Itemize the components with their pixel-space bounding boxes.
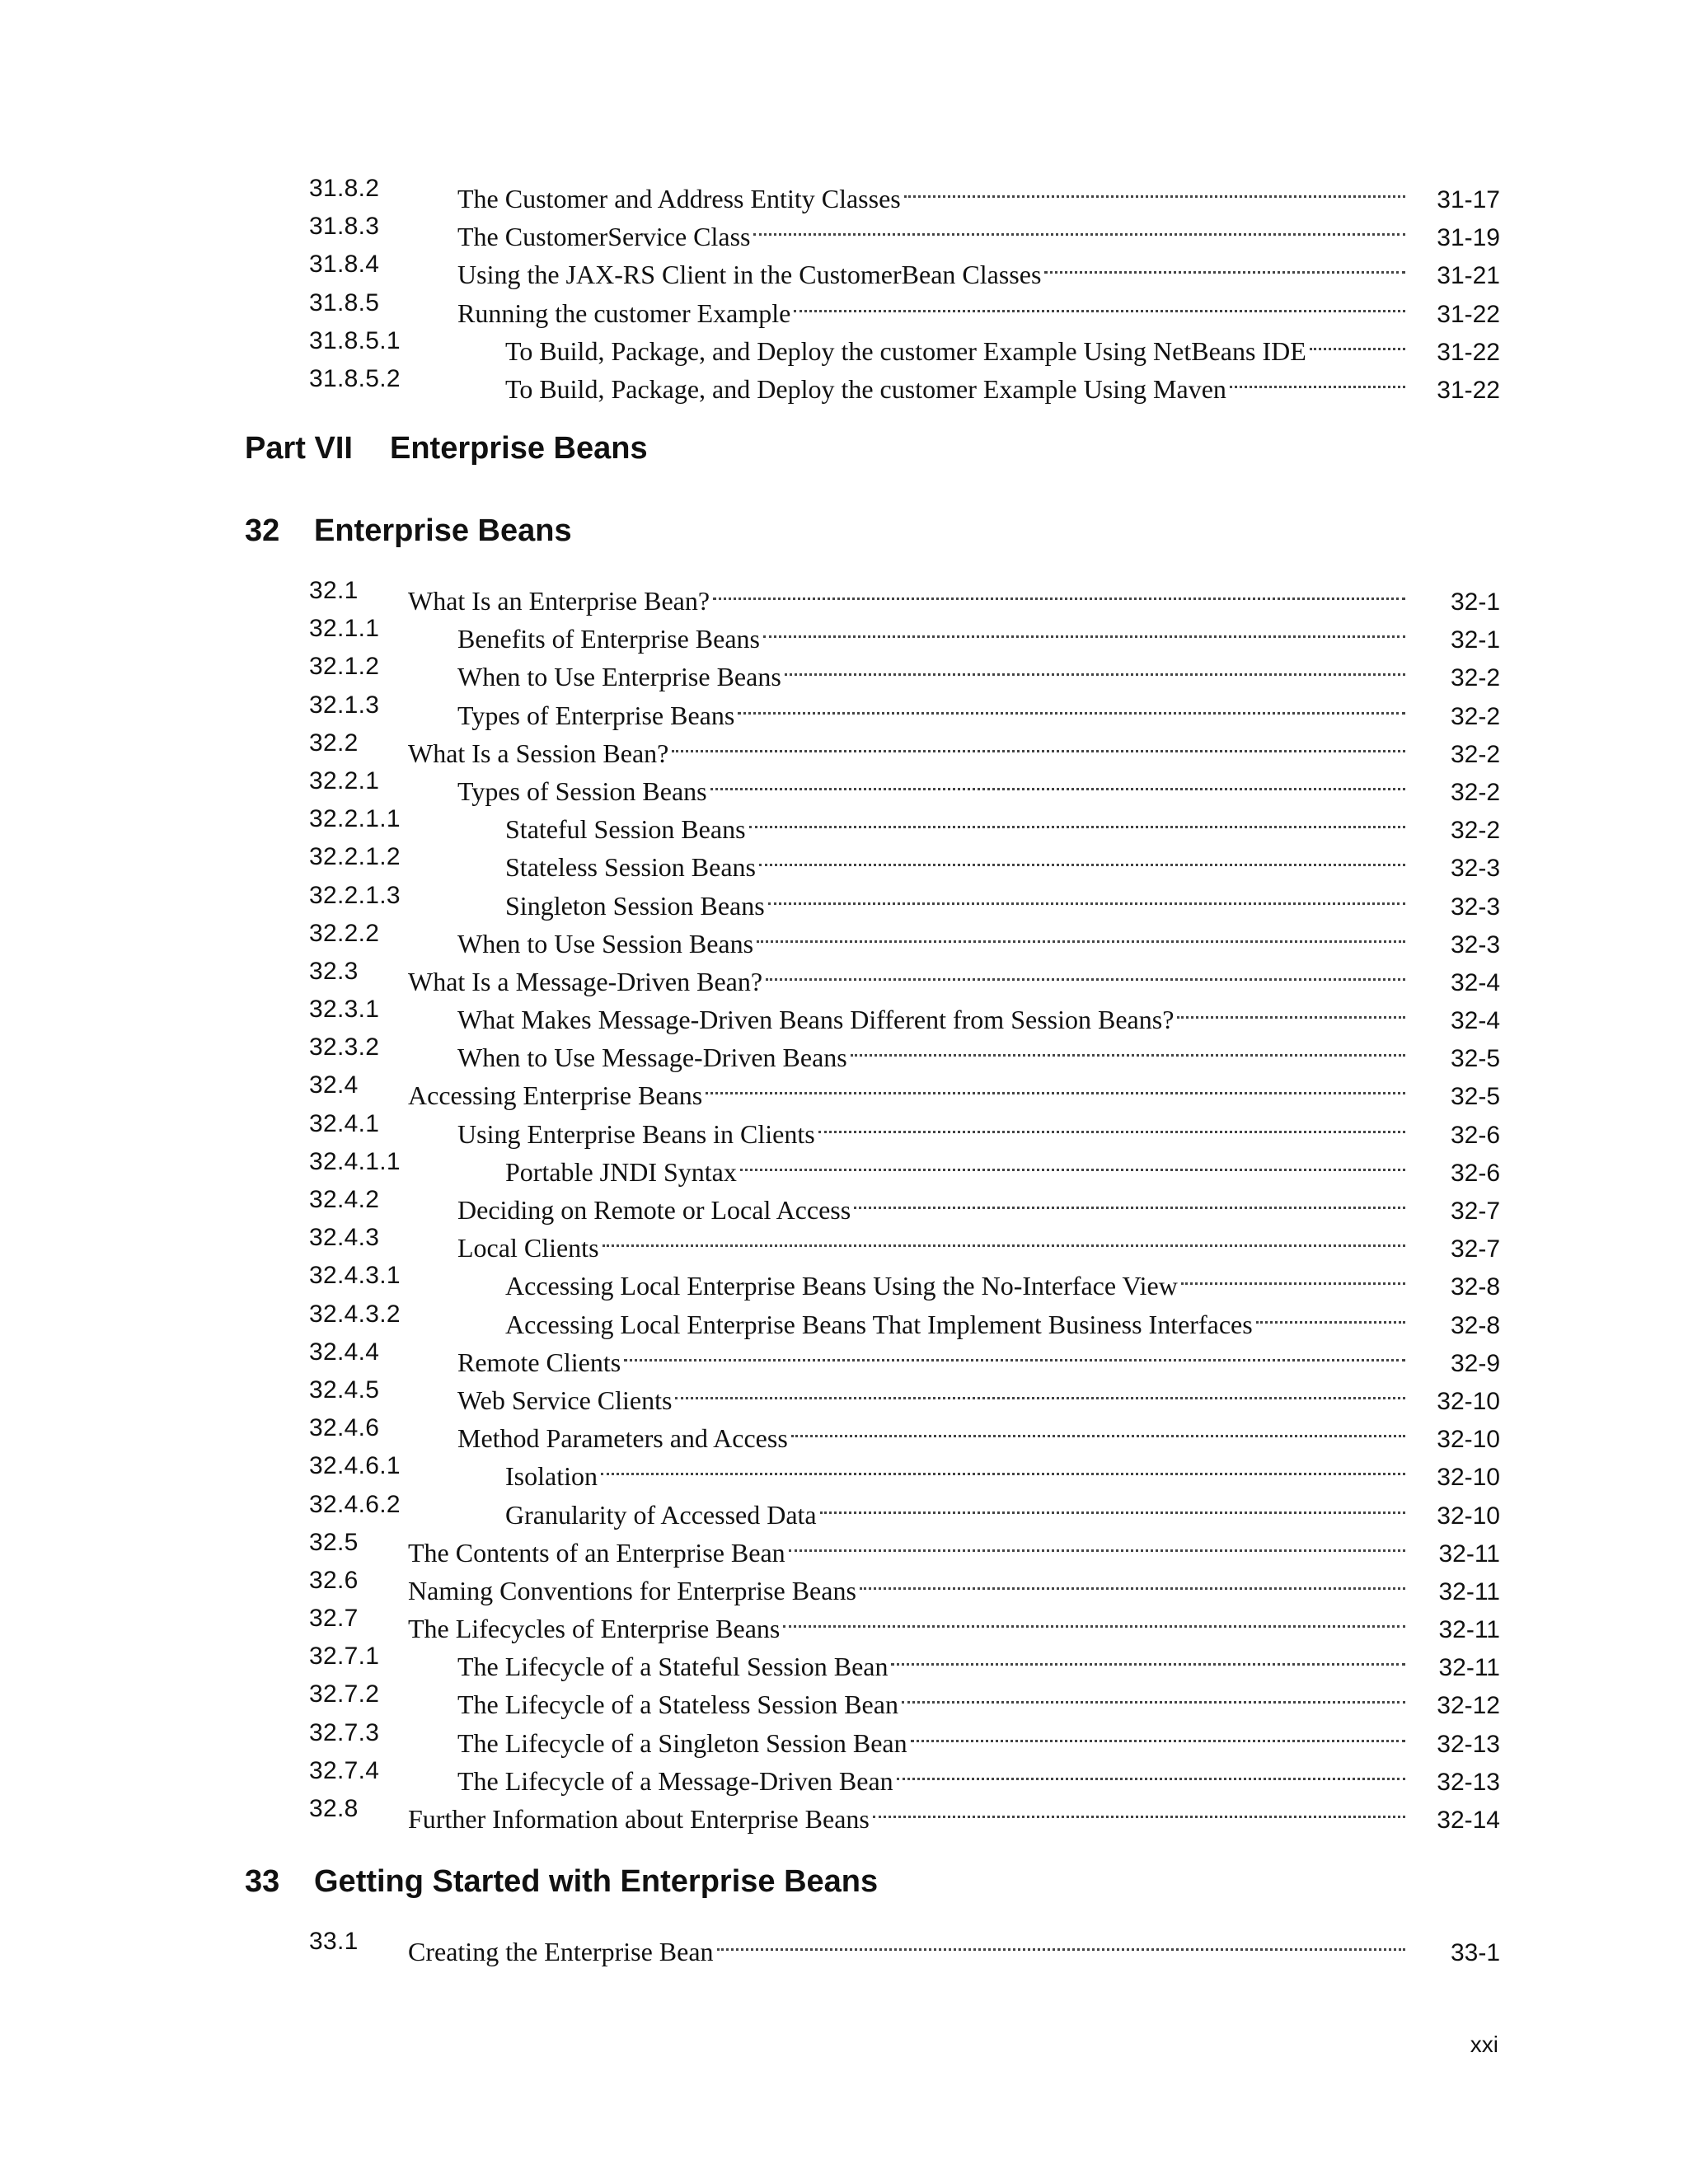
- toc-entry-number: 32.7.4: [309, 1756, 380, 1784]
- toc-entry-number: 32.4.1.1: [309, 1147, 401, 1175]
- toc-entry-page[interactable]: 32-1: [1450, 626, 1500, 654]
- toc-entry-number: 31.8.3: [309, 213, 380, 241]
- toc-entry[interactable]: [309, 284, 1500, 328]
- toc-entry[interactable]: [309, 1371, 1500, 1415]
- toc-entry-number: 31.8.4: [309, 251, 380, 279]
- toc-entry-page[interactable]: 32-2: [1450, 778, 1500, 806]
- toc-entry-title[interactable]: Stateless Session Beans: [505, 852, 756, 883]
- toc-entry[interactable]: [309, 1296, 1500, 1339]
- toc-entry-title[interactable]: To Build, Package, and Deploy the customer Example Using NetBeans IDE: [505, 335, 1306, 366]
- toc-entry-page[interactable]: 32-9: [1450, 1349, 1500, 1377]
- toc-entry-page[interactable]: 32-2: [1450, 664, 1500, 692]
- toc-entry-title[interactable]: The CustomerService Class: [457, 222, 751, 252]
- dot-leader: [675, 1371, 1405, 1409]
- dot-leader: [854, 1181, 1405, 1219]
- toc-entry[interactable]: [309, 838, 1500, 883]
- toc-entry-title[interactable]: Singleton Session Beans: [505, 890, 765, 921]
- toc-entry-title[interactable]: Local Clients: [457, 1233, 599, 1263]
- toc-entry-title[interactable]: The Lifecycle of a Stateless Session Bean: [457, 1690, 898, 1720]
- dot-leader: [794, 284, 1405, 322]
- dot-leader: [1256, 1296, 1405, 1333]
- toc-entry[interactable]: [309, 1562, 1500, 1605]
- toc-entry[interactable]: [309, 1790, 1500, 1834]
- toc-entry-title[interactable]: Further Information about Enterprise Beans: [408, 1804, 870, 1834]
- toc-entry-number: 32.4.6.1: [309, 1452, 401, 1480]
- toc-entry-title[interactable]: Benefits of Enterprise Beans: [457, 624, 760, 654]
- toc-entry-body: [408, 1923, 1500, 1972]
- toc-entry[interactable]: [309, 953, 1500, 996]
- toc-chapter-32-entries: [309, 572, 1500, 1834]
- toc-entry-number: 32.2.1.2: [309, 843, 401, 871]
- dot-leader: [749, 800, 1405, 838]
- toc-entry[interactable]: [309, 915, 1500, 958]
- toc-entry-page[interactable]: 32-11: [1438, 1540, 1500, 1568]
- dot-leader: [759, 838, 1405, 876]
- toc-entry-title[interactable]: What Is a Session Bean?: [408, 738, 669, 768]
- toc-entry-number: 32.7.2: [309, 1680, 380, 1708]
- dot-leader: [902, 1675, 1405, 1713]
- toc-entry-number: 32.4.3: [309, 1224, 380, 1252]
- toc-entry-number: 33.1: [309, 1928, 359, 1955]
- toc-entry[interactable]: [309, 1143, 1500, 1187]
- toc-entry-page[interactable]: 32-12: [1437, 1692, 1500, 1720]
- toc-entry[interactable]: [309, 877, 1500, 921]
- toc-entry[interactable]: [309, 1105, 1500, 1149]
- toc-entry-number: 32.1: [309, 577, 359, 604]
- toc-entry-page[interactable]: 32-4: [1450, 1007, 1500, 1035]
- toc-entry-title[interactable]: To Build, Package, and Deploy the customer Example Using Maven: [505, 373, 1226, 404]
- part-title: Enterprise Beans: [390, 431, 648, 466]
- toc-entry-number: 32.4.3.1: [309, 1262, 401, 1290]
- toc-entry-body: [505, 360, 1500, 410]
- toc-entry[interactable]: [309, 1066, 1500, 1111]
- toc-entry-title[interactable]: Using Enterprise Beans in Clients: [457, 1118, 815, 1149]
- toc-entry-number: 32.4.4: [309, 1338, 380, 1366]
- toc-entry-page[interactable]: 32-7: [1450, 1197, 1500, 1225]
- toc-entry-title[interactable]: Accessing Local Enterprise Beans That Implement Business Interfaces: [505, 1309, 1253, 1339]
- dot-leader: [601, 1447, 1405, 1485]
- part-heading: [245, 431, 648, 466]
- toc-entry[interactable]: [309, 246, 1500, 290]
- toc-entry-title[interactable]: Using the JAX-RS Client in the CustomerBean Classes: [457, 260, 1042, 290]
- toc-entry[interactable]: [309, 1029, 1500, 1073]
- toc-entry-title[interactable]: Granularity of Accessed Data: [505, 1499, 817, 1530]
- toc-entry-page[interactable]: 31-22: [1437, 300, 1500, 328]
- toc-entry-number: 32.4.6.2: [309, 1490, 401, 1518]
- toc-entry[interactable]: [309, 1524, 1500, 1568]
- toc-entry-number: 32.2.1.3: [309, 881, 401, 909]
- toc-entry-title[interactable]: When to Use Enterprise Beans: [457, 662, 781, 692]
- toc-entry-page[interactable]: 32-11: [1438, 1654, 1500, 1682]
- toc-entry[interactable]: [309, 724, 1500, 768]
- toc-entry-title[interactable]: The Lifecycle of a Stateful Session Bean: [457, 1652, 889, 1682]
- toc-entry-number: 32.2: [309, 729, 359, 757]
- toc-entry[interactable]: [309, 1486, 1500, 1530]
- toc-entry-title[interactable]: When to Use Message-Driven Beans: [457, 1043, 847, 1073]
- toc-entry-page[interactable]: 32-14: [1437, 1807, 1500, 1834]
- dot-leader: [1044, 246, 1405, 284]
- toc-entry-number: 32.1.1: [309, 615, 380, 643]
- toc-entry[interactable]: [309, 687, 1500, 730]
- toc-entry-page[interactable]: 32-5: [1450, 1083, 1500, 1111]
- toc-entry-title[interactable]: Method Parameters and Access: [457, 1423, 788, 1454]
- dot-leader: [753, 208, 1405, 246]
- toc-entry-number: 32.5: [309, 1528, 359, 1556]
- toc-entry[interactable]: [309, 1219, 1500, 1263]
- toc-entry-number: 32.3.1: [309, 996, 380, 1024]
- toc-entry[interactable]: [309, 360, 1500, 404]
- toc-entry[interactable]: [309, 1600, 1500, 1644]
- dot-leader: [789, 1524, 1405, 1562]
- chapter-32-heading: [245, 513, 572, 549]
- toc-entry-page[interactable]: 32-10: [1437, 1502, 1500, 1530]
- toc-entry-title[interactable]: The Lifecycle of a Message-Driven Bean: [457, 1765, 893, 1796]
- dot-leader: [820, 1486, 1405, 1524]
- toc-entry-number: 32.4.3.2: [309, 1300, 401, 1328]
- toc-entry-number: 32.3: [309, 957, 359, 985]
- toc-entry-title[interactable]: Deciding on Remote or Local Access: [457, 1195, 851, 1225]
- dot-leader: [860, 1562, 1405, 1600]
- toc-entry-number: 32.7: [309, 1605, 359, 1633]
- dot-leader: [603, 1219, 1405, 1257]
- toc-entry-page[interactable]: 32-11: [1438, 1616, 1500, 1644]
- toc-entry-title[interactable]: Creating the Enterprise Bean: [408, 1937, 714, 1966]
- chapter-title: Enterprise Beans: [314, 513, 572, 548]
- toc-entry[interactable]: [309, 1447, 1500, 1492]
- dot-leader: [1177, 991, 1405, 1029]
- toc-entry-number: 32.1.2: [309, 653, 380, 681]
- dot-leader: [1230, 360, 1405, 398]
- toc-entry-page[interactable]: 32-8: [1450, 1273, 1500, 1301]
- dot-leader: [757, 915, 1405, 953]
- toc-entry-page[interactable]: 31-17: [1437, 186, 1500, 213]
- toc-entry-number: 32.4.6: [309, 1414, 380, 1442]
- toc-entry[interactable]: [309, 322, 1500, 366]
- toc-entry-page[interactable]: 32-10: [1437, 1387, 1500, 1415]
- dot-leader: [791, 1409, 1405, 1447]
- toc-entry-page[interactable]: 32-7: [1450, 1235, 1500, 1263]
- toc-entry-title[interactable]: Portable JNDI Syntax: [505, 1156, 737, 1187]
- dot-leader: [851, 1029, 1405, 1066]
- toc-entry-page[interactable]: 32-2: [1450, 817, 1500, 845]
- dot-leader: [624, 1333, 1405, 1371]
- toc-entry-page[interactable]: 32-2: [1450, 702, 1500, 730]
- toc-entry-title[interactable]: Types of Enterprise Beans: [457, 700, 735, 730]
- toc-entry-page[interactable]: 32-5: [1450, 1045, 1500, 1073]
- toc-entry[interactable]: [309, 1638, 1500, 1682]
- toc-entry-number: 32.2.1: [309, 766, 380, 794]
- toc-entry[interactable]: [309, 648, 1500, 692]
- toc-entry-number: 32.4.1: [309, 1109, 380, 1137]
- toc-entry-page[interactable]: 32-10: [1437, 1464, 1500, 1492]
- dot-leader: [1310, 322, 1405, 360]
- toc-entry-page[interactable]: 32-3: [1450, 930, 1500, 958]
- toc-entry[interactable]: [309, 762, 1500, 806]
- toc-entry-number: 31.8.5.1: [309, 326, 401, 354]
- toc-entry-title[interactable]: Types of Session Beans: [457, 776, 707, 806]
- toc-entry[interactable]: [309, 170, 1500, 213]
- dot-leader: [717, 1923, 1405, 1961]
- toc-entry-page[interactable]: 32-2: [1450, 740, 1500, 768]
- dot-leader: [713, 572, 1405, 610]
- toc-entry[interactable]: [309, 1752, 1500, 1796]
- toc-entry-title[interactable]: The Contents of an Enterprise Bean: [408, 1537, 785, 1568]
- toc-entry-title[interactable]: The Lifecycle of a Singleton Session Bean: [457, 1727, 907, 1758]
- toc-entry[interactable]: [309, 1923, 1500, 1966]
- toc-entry-title[interactable]: The Customer and Address Entity Classes: [457, 184, 901, 213]
- dot-leader: [891, 1638, 1405, 1675]
- toc-entry-page[interactable]: 33-1: [1450, 1939, 1500, 1966]
- toc-chapter-33-entries: [309, 1923, 1500, 1966]
- toc-entry-page[interactable]: 31-21: [1437, 262, 1500, 290]
- dot-leader: [873, 1790, 1405, 1828]
- toc-entry-page[interactable]: 32-3: [1450, 855, 1500, 883]
- toc-entry-number: 31.8.5: [309, 288, 380, 316]
- toc-entry-title[interactable]: Stateful Session Beans: [505, 814, 746, 845]
- toc-entry-body: [408, 1790, 1500, 1840]
- toc-entry-page[interactable]: 32-6: [1450, 1121, 1500, 1149]
- dot-leader: [706, 1066, 1405, 1104]
- dot-leader: [740, 1143, 1405, 1181]
- toc-entry-number: 31.8.5.2: [309, 364, 401, 392]
- toc-entry-title[interactable]: Accessing Local Enterprise Beans Using the No-Interface View: [505, 1271, 1178, 1301]
- page-folio: xxi: [1470, 2032, 1498, 2057]
- toc-entry-page[interactable]: 32-13: [1437, 1730, 1500, 1758]
- toc-entry-page[interactable]: 31-22: [1437, 338, 1500, 366]
- dot-leader: [911, 1714, 1405, 1752]
- toc-entry-page[interactable]: 31-19: [1437, 224, 1500, 252]
- toc-entry-number: 32.4: [309, 1071, 359, 1099]
- dot-leader: [897, 1752, 1405, 1790]
- toc-entry-number: 32.2.1.1: [309, 805, 401, 833]
- toc-entry[interactable]: [309, 1181, 1500, 1225]
- dot-leader: [768, 877, 1405, 915]
- toc-entry-page[interactable]: 32-10: [1437, 1426, 1500, 1454]
- toc-entry-title[interactable]: Accessing Enterprise Beans: [408, 1080, 703, 1111]
- toc-entry-title[interactable]: What Makes Message-Driven Beans Different from Session Beans?: [457, 1005, 1175, 1035]
- part-label: Part VII: [245, 431, 353, 466]
- dot-leader: [783, 1600, 1405, 1638]
- dot-leader: [738, 687, 1405, 724]
- toc-entry-number: 32.3.2: [309, 1033, 380, 1062]
- toc-entry[interactable]: [309, 1675, 1500, 1720]
- toc-entry-number: 32.2.2: [309, 919, 380, 947]
- toc-entry-title[interactable]: Remote Clients: [457, 1347, 621, 1377]
- toc-entry[interactable]: [309, 1333, 1500, 1377]
- dot-leader: [904, 170, 1405, 208]
- toc-entry[interactable]: [309, 1257, 1500, 1301]
- toc-entry-page[interactable]: 32-8: [1450, 1311, 1500, 1339]
- dot-leader: [672, 724, 1405, 762]
- toc-entry-number: 32.7.1: [309, 1643, 380, 1671]
- toc-entry-title[interactable]: What Is an Enterprise Bean?: [408, 586, 710, 616]
- toc-entry-title[interactable]: Naming Conventions for Enterprise Beans: [408, 1575, 856, 1605]
- dot-leader: [785, 648, 1405, 686]
- toc-entry-page[interactable]: 32-4: [1450, 968, 1500, 996]
- toc-entry-title[interactable]: Web Service Clients: [457, 1385, 673, 1415]
- dot-leader: [763, 610, 1405, 648]
- toc-entry-number: 32.8: [309, 1795, 359, 1822]
- toc-entry-page[interactable]: 31-22: [1437, 376, 1500, 404]
- toc-entry[interactable]: [309, 1714, 1500, 1758]
- toc-entry-number: 32.4.2: [309, 1186, 380, 1213]
- toc-entry-title[interactable]: Isolation: [505, 1461, 598, 1492]
- toc-entry-number: 31.8.2: [309, 175, 380, 202]
- toc-entry-number: 32.4.5: [309, 1376, 380, 1404]
- dot-leader: [818, 1105, 1405, 1143]
- toc-entry-page[interactable]: 32-3: [1450, 893, 1500, 921]
- dot-leader: [710, 762, 1405, 800]
- toc-entry-title[interactable]: When to Use Session Beans: [457, 928, 754, 958]
- toc-entry-number: 32.1.3: [309, 691, 380, 719]
- toc-entry-title[interactable]: The Lifecycles of Enterprise Beans: [408, 1614, 781, 1644]
- dot-leader: [766, 953, 1405, 991]
- chapter-title: Getting Started with Enterprise Beans: [314, 1864, 879, 1899]
- toc-entry-number: 32.6: [309, 1566, 359, 1594]
- dot-leader: [1181, 1257, 1405, 1295]
- toc-section-31-tail: [309, 170, 1500, 404]
- toc-entry-page[interactable]: 32-13: [1437, 1768, 1500, 1796]
- toc-entry-title[interactable]: Running the customer Example: [457, 298, 791, 328]
- toc-entry[interactable]: [309, 610, 1500, 654]
- chapter-33-heading: [245, 1864, 878, 1900]
- toc-entry-number: 32.7.3: [309, 1718, 380, 1746]
- toc-entry[interactable]: [309, 572, 1500, 616]
- toc-entry[interactable]: [309, 991, 1500, 1035]
- toc-entry-page[interactable]: 32-11: [1438, 1577, 1500, 1605]
- toc-entry[interactable]: [309, 800, 1500, 845]
- chapter-number: 33: [245, 1864, 280, 1899]
- toc-entry-page[interactable]: 32-1: [1450, 588, 1500, 616]
- toc-entry[interactable]: [309, 1409, 1500, 1454]
- toc-entry-page[interactable]: 32-6: [1450, 1159, 1500, 1187]
- toc-entry[interactable]: [309, 208, 1500, 252]
- toc-entry-title[interactable]: What Is a Message-Driven Bean?: [408, 966, 763, 996]
- chapter-number: 32: [245, 513, 280, 548]
